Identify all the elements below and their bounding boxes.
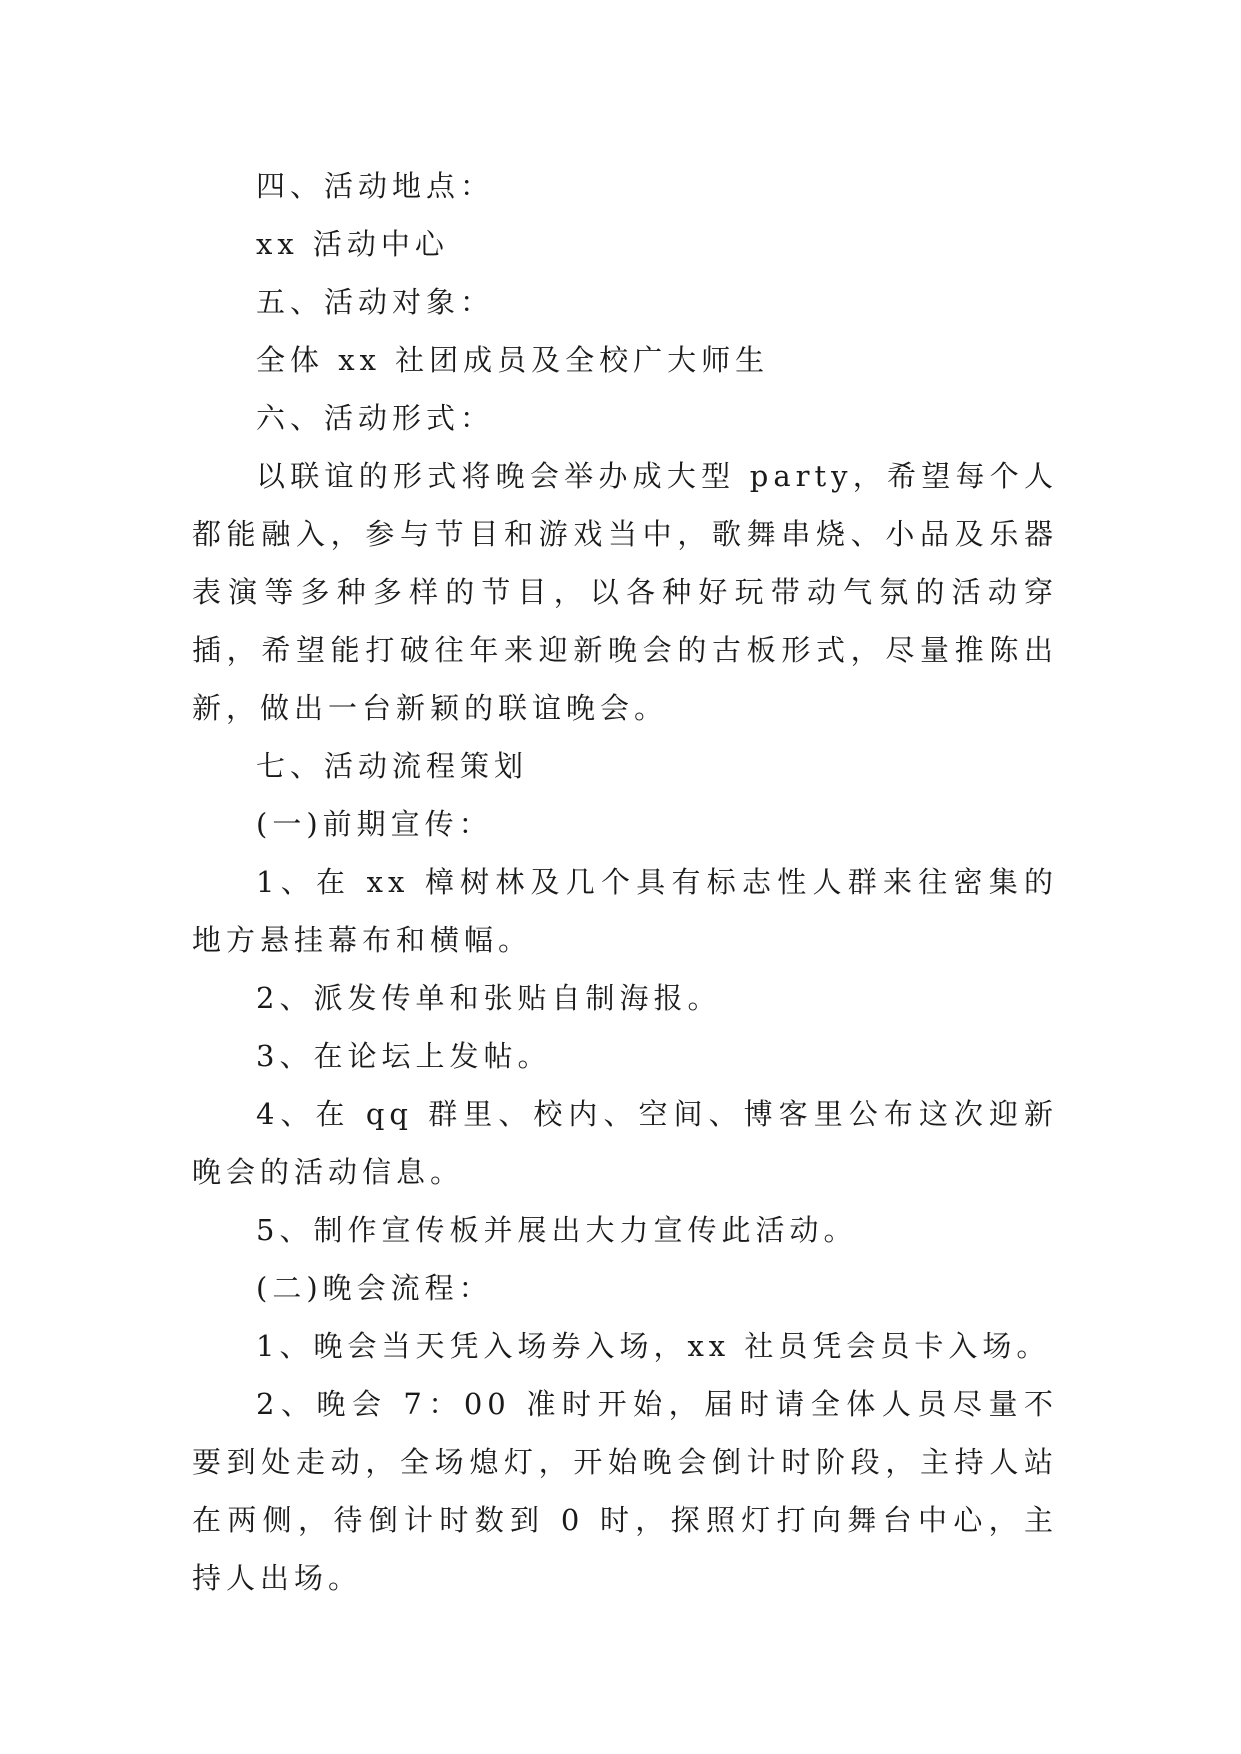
section-heading-process: 七、活动流程策划 — [256, 749, 529, 783]
promotion-item-2: 2、派发传单和张贴自制海报。 — [256, 981, 722, 1015]
format-text: 以联谊的形式将晚会举办成大型 party，希望每个人都能融入，参与节目和游戏当中，歌舞串烧、小品及乐器表演等多种多样的节目，以各种好玩带动气氛的活动穿插，希望能打破往年来迎新晚会的古板形式，尽量推陈出新，做出一台新颖的联谊晚会。 — [192, 459, 1058, 725]
promotion-item-5: 5、制作宣传板并展出大力宣传此活动。 — [256, 1213, 858, 1247]
subsection-heading-promotion: (一)前期宣传： — [256, 807, 493, 841]
section-heading-audience: 五、活动对象： — [256, 285, 495, 319]
promotion-item-1: 1、在 xx 樟树林及几个具有标志性人群来往密集的地方悬挂幕布和横幅。 — [192, 865, 1058, 957]
promotion-item-3: 3、在论坛上发帖。 — [256, 1039, 552, 1073]
audience-text: 全体 xx 社团成员及全校广大师生 — [256, 343, 770, 377]
section-heading-location: 四、活动地点： — [256, 169, 495, 203]
party-flow-item-1: 1、晚会当天凭入场券入场，xx 社员凭会员卡入场。 — [256, 1329, 1051, 1363]
party-flow-item-2: 2、晚会 7：00 准时开始，届时请全体人员尽量不要到处走动，全场熄灯，开始晚会倒计时阶段，主持人站在两侧，待倒计时数到 0 时，探照灯打向舞台中心，主持人出场。 — [192, 1387, 1058, 1595]
subsection-heading-party-flow: (二)晚会流程： — [256, 1271, 493, 1305]
location-text: xx 活动中心 — [256, 227, 449, 261]
document-body — [192, 157, 1058, 1607]
promotion-item-4: 4、在 qq 群里、校内、空间、博客里公布这次迎新晚会的活动信息。 — [192, 1097, 1058, 1189]
section-heading-format: 六、活动形式： — [256, 401, 495, 435]
